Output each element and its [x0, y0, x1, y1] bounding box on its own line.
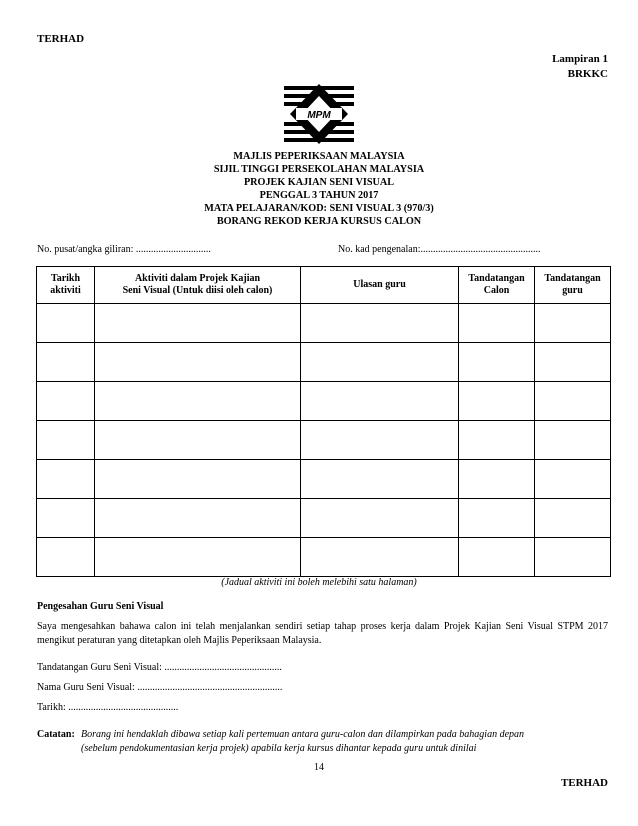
cell-candidate-signature	[459, 499, 535, 538]
col-header-teacher-review: Ulasan guru	[301, 267, 459, 304]
cell-activity	[95, 499, 301, 538]
cell-candidate-signature	[459, 343, 535, 382]
mpm-logo	[282, 82, 356, 146]
cell-activity	[95, 421, 301, 460]
cell-date	[37, 460, 95, 499]
verification-title: Pengesahan Guru Seni Visual	[37, 601, 164, 612]
cell-teacher-review	[301, 382, 459, 421]
cell-candidate-signature	[459, 460, 535, 499]
table-row	[37, 421, 611, 460]
verification-paragraph: Saya mengesahkan bahawa calon ini telah menjalankan sendiri setiap tahap proses kerja dalam Projek Kajian Seni Visual STPM 2017 mengikut peraturan yang ditetapkan oleh Majlis Peperiksaan Malaysia.	[37, 621, 608, 646]
table-note: (Jadual aktiviti ini boleh melebihi satu halaman)	[221, 577, 417, 588]
date-field: Tarikh: ............................................	[37, 702, 179, 713]
cell-teacher-review	[301, 304, 459, 343]
table-row	[37, 460, 611, 499]
table-header-row	[37, 267, 611, 304]
classification-top: TERHAD	[37, 33, 85, 45]
teacher-signature-field: Tandatangan Guru Seni Visual: ...............................................	[37, 662, 282, 673]
col-header-date: Tarikh aktiviti	[37, 267, 95, 304]
title-line: PROJEK KAJIAN SENI VISUAL	[243, 177, 395, 188]
cell-teacher-signature	[535, 499, 611, 538]
cell-candidate-signature	[459, 382, 535, 421]
cell-teacher-review	[301, 460, 459, 499]
cell-teacher-signature	[535, 538, 611, 577]
table-body	[37, 304, 611, 577]
title-line: MAJLIS PEPERIKSAAN MALAYSIA	[233, 151, 405, 162]
title-line: PENGGAL 3 TAHUN 2017	[259, 190, 379, 201]
lampiran-text: Lampiran 1	[552, 53, 608, 65]
col-header-activity: Aktiviti dalam Projek Kajian Seni Visual (Untuk diisi oleh calon)	[95, 267, 301, 304]
cell-teacher-review	[301, 538, 459, 577]
notes-block	[37, 728, 608, 756]
coursework-record-table	[36, 266, 611, 577]
cell-date	[37, 538, 95, 577]
title-line: SIJIL TINGGI PERSEKOLAHAN MALAYSIA	[213, 164, 425, 175]
table-row	[37, 499, 611, 538]
cell-teacher-signature	[535, 382, 611, 421]
cell-date	[37, 421, 95, 460]
cell-candidate-signature	[459, 538, 535, 577]
form-code: BRKKC	[567, 68, 608, 80]
cell-teacher-signature	[535, 460, 611, 499]
title-line: MATA PELAJARAN/KOD: SENI VISUAL 3 (970/3)	[204, 203, 434, 214]
cell-teacher-review	[301, 499, 459, 538]
cell-teacher-review	[301, 343, 459, 382]
cell-activity	[95, 460, 301, 499]
logo-text: MPM	[307, 110, 331, 121]
cell-teacher-signature	[535, 304, 611, 343]
classification-bottom: TERHAD	[560, 777, 608, 789]
col-header-candidate-signature: Tandatangan Calon	[459, 267, 535, 304]
cell-date	[37, 382, 95, 421]
cell-teacher-signature	[535, 343, 611, 382]
cell-date	[37, 304, 95, 343]
appendix-label	[552, 52, 608, 82]
cell-activity	[95, 304, 301, 343]
cell-date	[37, 499, 95, 538]
notes-line: (sebelum pendokumentasian kerja projek) apabila kerja kursus dihantar kepada guru untuk dinilai	[81, 743, 477, 754]
cell-teacher-review	[301, 421, 459, 460]
cell-candidate-signature	[459, 421, 535, 460]
document-title-block	[0, 150, 638, 228]
table-row	[37, 538, 611, 577]
cell-candidate-signature	[459, 304, 535, 343]
page-number: 14	[314, 762, 324, 773]
cell-activity	[95, 538, 301, 577]
table-row	[37, 343, 611, 382]
cell-activity	[95, 382, 301, 421]
table-row	[37, 382, 611, 421]
candidate-number-field: No. pusat/angka giliran: ..............................	[37, 244, 211, 255]
cell-activity	[95, 343, 301, 382]
cell-date	[37, 343, 95, 382]
notes-label: Catatan:	[37, 729, 75, 740]
notes-text	[37, 728, 608, 756]
teacher-name-field: Nama Guru Seni Visual: ..........................................................	[37, 682, 283, 693]
cell-teacher-signature	[535, 421, 611, 460]
table-row	[37, 304, 611, 343]
title-line: BORANG REKOD KERJA KURSUS CALON	[216, 216, 422, 227]
col-header-teacher-signature: Tandatangan guru	[535, 267, 611, 304]
ic-number-field: No. kad pengenalan:................................................	[338, 244, 541, 255]
notes-line: Borang ini hendaklah dibawa setiap kali pertemuan antara guru-calon dan dilampirkan pada bahagian depan	[81, 729, 525, 740]
